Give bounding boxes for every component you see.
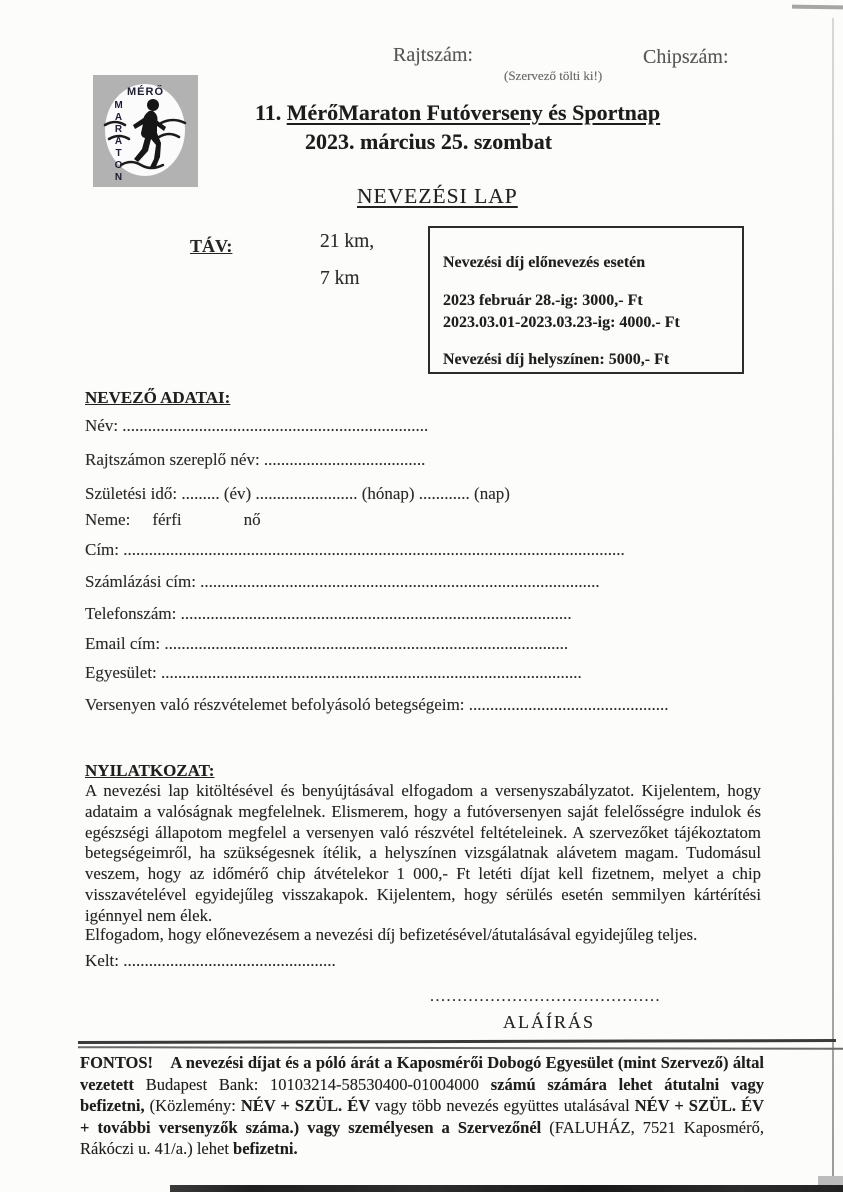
chipszam-label: Chipszám: (643, 46, 729, 68)
payment-info-segment: NÉV + SZÜL. ÉV (240, 1096, 375, 1115)
fee-onsite: Nevezési díj helyszínen: 5000,- Ft (443, 351, 670, 368)
declaration-heading: NYILATKOZAT: (85, 761, 215, 780)
fee-box-heading: Nevezési díj előnevezés esetén (443, 254, 646, 271)
distance-option-7km: 7 km (320, 268, 360, 289)
gender-option-male: férfi (152, 510, 182, 529)
payment-info-segment: befizetni. (233, 1139, 298, 1158)
field-gender (85, 510, 261, 530)
event-date: 2023. március 25. szombat (305, 129, 553, 154)
declaration-closing: Elfogadom, hogy előnevezésem a nevezési díj befizetésével/átutalásával egyidejűleg teljes. (85, 925, 698, 944)
field-bib-name: Rajtszámon szereplő név: ...................................... (85, 450, 426, 469)
payment-info-segment: Budapest Bank: 10103214-58530400-01004000 (145, 1074, 491, 1094)
gender-option-female: nő (243, 510, 261, 529)
rajtszam-label: Rajtszám: (393, 44, 473, 66)
distance-option-21km: 21 km, (320, 231, 375, 252)
distance-label: TÁV: (190, 236, 233, 256)
payment-info-segment: (Közlemény: (149, 1096, 241, 1115)
mero-maraton-logo (93, 75, 198, 187)
applicant-section-heading: NEVEZŐ ADATAI: (85, 388, 231, 407)
form-title: NEVEZÉSI LAP (357, 184, 518, 208)
field-address: Cím: ...................................................................................................................... (85, 540, 625, 559)
declaration-body: A nevezési lap kitöltésével és benyújtásával elfogadom a versenyszabályzatot. Kijelentem, hogy adataim a valóságnak megfelelnek. Elismerem, hogy a futóversenyen saját felelősségre indulok és egészségi állapotom megfelel a versenyen való részvétel feltételeinek. A szervezőket tájékoztatom betegségeimről, ha szükségesnek ítélik, a helyszínen vizsgálatnak alávetem magam. Tudomásul veszem, hogy az időmérő chip átvételekor 1 000,- Ft letéti díjat kell fizetnem, melyet a chip visszavételével egyidejűleg visszakapok. Kijelentem, hogy sérülés esetén semmilyen kártérítési igénnyel nem élek. (85, 781, 761, 925)
scan-artifact-top-right-mark (792, 5, 843, 10)
field-email: Email cím: ............................................................................................... (85, 634, 569, 653)
field-date-kelt: Kelt: .................................................. (85, 951, 336, 970)
separator-line-bottom (78, 1046, 843, 1049)
field-birth-date: Születési idő: ......... (év) ........................ (hónap) ............ (nap) (85, 484, 510, 503)
field-billing-address: Számlázási cím: .............................................................................................. (85, 572, 600, 591)
field-phone: Telefonszám: ............................................................................................ (85, 604, 572, 623)
payment-info-segment: vagy több nevezés együttes utalásával (374, 1096, 635, 1115)
separator-line-top (78, 1039, 836, 1043)
scan-artifact-bottom-bar (170, 1185, 843, 1192)
payment-info-segment: számú számára lehet átutalni vagy befizetni, (80, 1074, 764, 1115)
logo-text-maraton: MARATON (113, 100, 124, 184)
szervezo-note: (Szervező tölti ki!) (504, 68, 603, 83)
payment-info-segment: NÉV + SZÜL. ÉV + további versenyzők száma.) vagy személyesen a Szervezőnél (80, 1096, 765, 1137)
field-club: Egyesület: ................................................................................................... (85, 663, 582, 682)
event-title-main: MérőMaraton Futóverseny és Sportnap (286, 100, 661, 125)
signature-line: .......................................... (430, 988, 661, 1005)
fee-box (428, 226, 744, 374)
signature-label: ALÁÍRÁS (503, 1012, 596, 1032)
payment-info-paragraph (80, 1052, 764, 1160)
event-title (255, 100, 660, 126)
payment-info-segment: (FALUHÁZ, 7521 Kaposmérő, Rákóczi u. 41/a.) lehet (80, 1117, 764, 1158)
logo-text-mero: MÉRŐ (127, 86, 164, 98)
payment-info-segment: FONTOS! A nevezési díjat és a póló árát a Kaposmérői Dobogó Egyesület (mint Szervező) által vezetett (80, 1053, 764, 1094)
fee-early1: 2023 február 28.-ig: 3000,- Ft (443, 292, 643, 309)
event-title-number: 11. (255, 100, 287, 125)
gender-label: Neme: (85, 510, 131, 529)
field-illness: Versenyen való részvételemet befolyásoló betegségeim: ............................................... (85, 695, 669, 714)
field-name: Név: ........................................................................ (85, 416, 429, 435)
scan-artifact-right-edge (832, 18, 834, 1192)
fee-early2: 2023.03.01-2023.03.23-ig: 4000.- Ft (443, 314, 680, 331)
